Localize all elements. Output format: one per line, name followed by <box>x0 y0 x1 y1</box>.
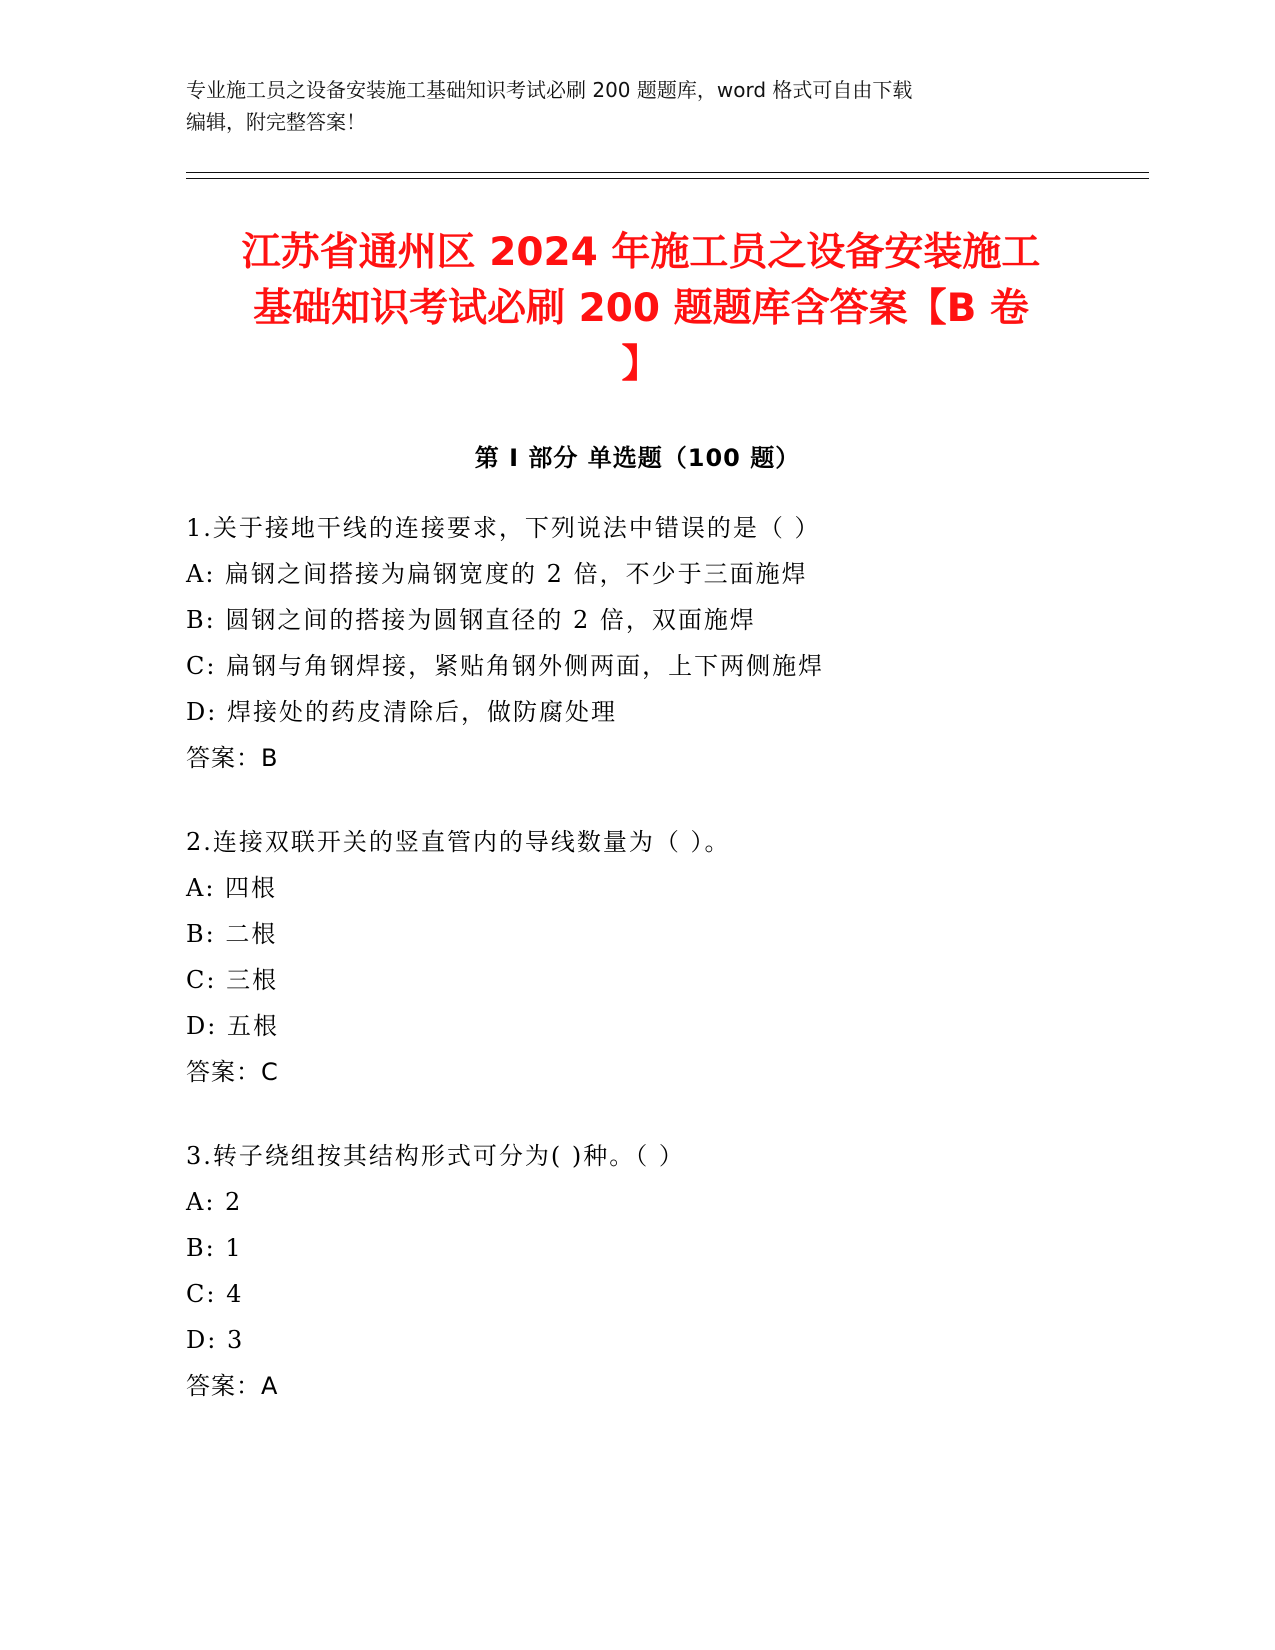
title-line-1: 江苏省通州区 2024 年施工员之设备安装施工 <box>241 230 1041 275</box>
option-d: D: 3 <box>186 1326 245 1354</box>
option-a: A: 2 <box>186 1188 243 1216</box>
question-1 <box>186 505 1086 781</box>
option-c: C: 扁钢与角钢焊接，紧贴角钢外侧两面，上下两侧施焊 <box>186 652 825 680</box>
option-a: A: 扁钢之间搭接为扁钢宽度的 2 倍，不少于三面施焊 <box>186 560 808 588</box>
title-line-3: 】 <box>621 342 661 387</box>
document-title <box>186 225 1096 393</box>
question-stem: 3.转子绕组按其结构形式可分为( )种。（ ） <box>186 1142 685 1170</box>
option-a: A: 四根 <box>186 874 278 902</box>
question-2 <box>186 819 1086 1095</box>
document-header <box>186 74 1076 138</box>
header-divider-top <box>186 172 1149 173</box>
question-3 <box>186 1133 1086 1409</box>
question-stem: 1.关于接地干线的连接要求，下列说法中错误的是（ ） <box>186 514 821 542</box>
header-line-2: 编辑，附完整答案！ <box>186 110 366 134</box>
option-c: C: 4 <box>186 1280 244 1308</box>
option-b: B: 圆钢之间的搭接为圆钢直径的 2 倍，双面施焊 <box>186 606 756 634</box>
section-heading: 第 I 部分 单选题（100 题） <box>474 444 801 472</box>
answer: 答案：C <box>186 1058 279 1086</box>
option-b: B: 二根 <box>186 920 278 948</box>
header-line-1: 专业施工员之设备安装施工基础知识考试必刷 200 题题库，word 格式可自由下载 <box>186 78 913 102</box>
question-stem: 2.连接双联开关的竖直管内的导线数量为（ ）。 <box>186 828 731 856</box>
option-c: C: 三根 <box>186 966 279 994</box>
header-divider-bottom <box>186 178 1149 179</box>
title-line-2: 基础知识考试必刷 200 题题库含答案【B 卷 <box>253 286 1029 331</box>
answer: 答案：A <box>186 1372 279 1400</box>
option-b: B: 1 <box>186 1234 243 1262</box>
option-d: D: 焊接处的药皮清除后，做防腐处理 <box>186 698 617 726</box>
answer: 答案：B <box>186 744 279 772</box>
option-d: D: 五根 <box>186 1012 279 1040</box>
